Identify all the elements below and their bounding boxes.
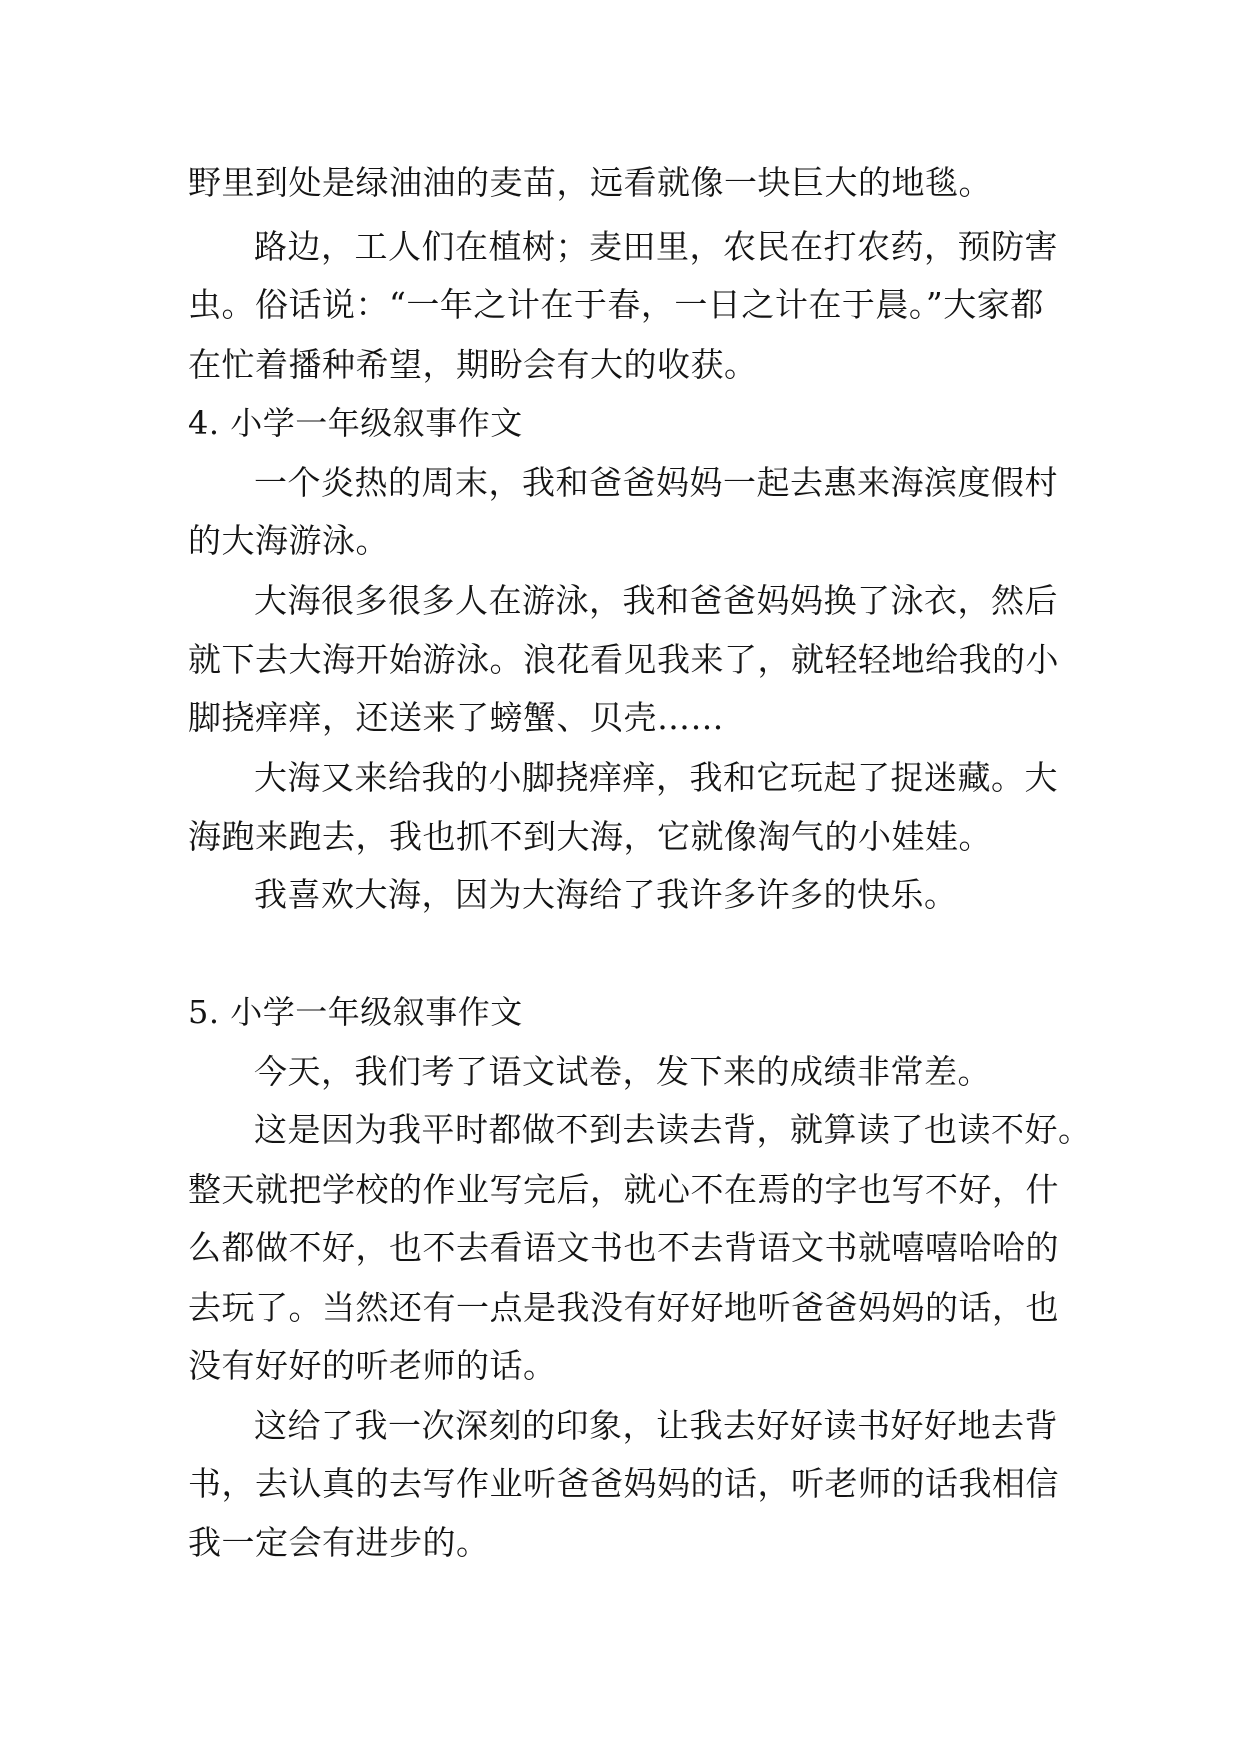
text-line: 书，去认真的去写作业听爸爸妈妈的话，听老师的话我相信: [188, 1464, 1059, 1503]
text-line: 大海又来给我的小脚挠痒痒，我和它玩起了捉迷藏。大: [254, 758, 1058, 797]
text-line: 一个炎热的周末，我和爸爸妈妈一起去惠来海滨度假村: [254, 463, 1058, 502]
section-heading: 4. 小学一年级叙事作文: [188, 404, 523, 442]
text-line: 没有好好的听老师的话。: [188, 1346, 557, 1385]
text-line: 路边，工人们在植树；麦田里，农民在打农药，预防害: [254, 227, 1058, 266]
text-line: 在忙着播种希望，期盼会有大的收获。: [188, 345, 758, 384]
text-line: 脚挠痒痒，还送来了螃蟹、贝壳……: [188, 698, 724, 737]
text-line: 虫。俗话说：“一年之计在于春，一日之计在于晨。”大家都: [188, 285, 1044, 324]
text-line: 我喜欢大海，因为大海给了我许多许多的快乐。: [254, 875, 958, 914]
section-heading: 5. 小学一年级叙事作文: [188, 993, 523, 1031]
text-line: 去玩了。当然还有一点是我没有好好地听爸爸妈妈的话，也: [188, 1288, 1059, 1327]
text-line: 就下去大海开始游泳。浪花看见我来了，就轻轻地给我的小: [188, 640, 1059, 679]
text-line: 野里到处是绿油油的麦苗，远看就像一块巨大的地毯。: [188, 163, 992, 202]
text-line: 我一定会有进步的。: [188, 1523, 490, 1562]
text-line: 这是因为我平时都做不到去读去背，就算读了也读不好。: [254, 1110, 1092, 1149]
text-line: 海跑来跑去，我也抓不到大海，它就像淘气的小娃娃。: [188, 817, 992, 856]
text-line: 今天，我们考了语文试卷，发下来的成绩非常差。: [254, 1052, 991, 1091]
text-line: 整天就把学校的作业写完后，就心不在焉的字也写不好，什: [188, 1170, 1059, 1209]
text-line: 么都做不好，也不去看语文书也不去背语文书就嘻嘻哈哈的: [188, 1228, 1059, 1267]
text-line: 的大海游泳。: [188, 521, 389, 560]
text-line: 这给了我一次深刻的印象，让我去好好读书好好地去背: [254, 1406, 1058, 1445]
text-line: 大海很多很多人在游泳，我和爸爸妈妈换了泳衣，然后: [254, 581, 1058, 620]
